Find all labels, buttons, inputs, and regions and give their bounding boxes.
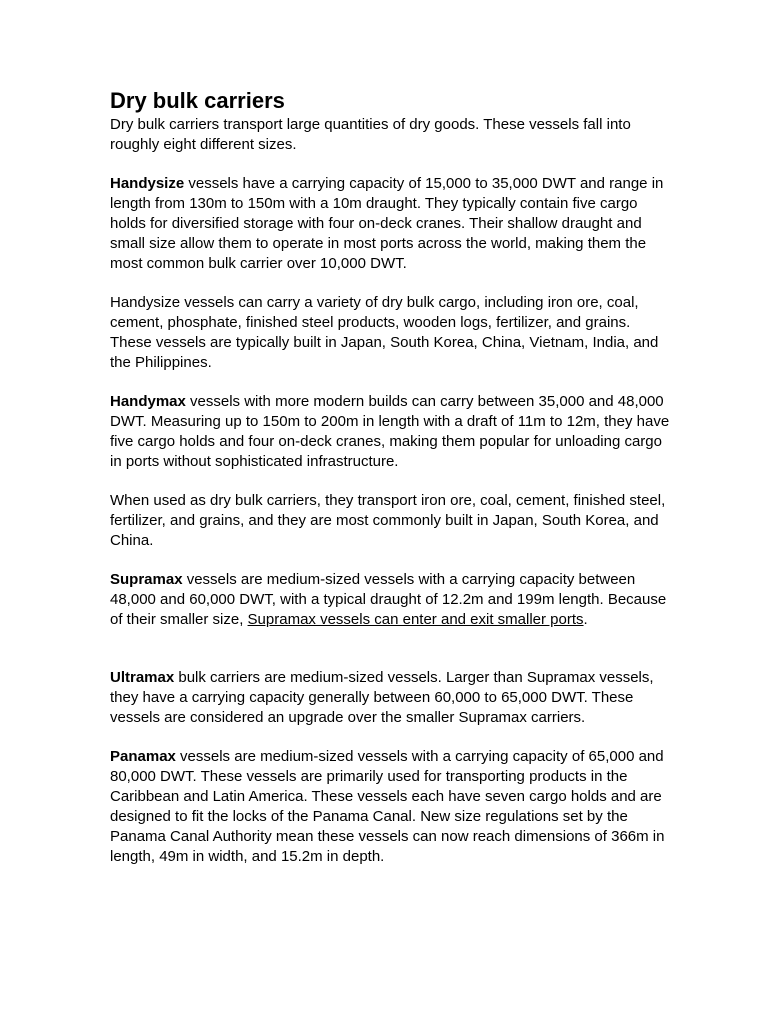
handymax-text: vessels with more modern builds can carry between 35,000 and 48,000 DWT. Measuring up to 150m to 200m in length with a draft of 11m to 12m, they have five cargo holds and four on-deck cranes, making them popular for unloading cargo in ports without sophisticated infrastructure.	[110, 393, 670, 470]
ultramax-term: Ultramax	[110, 669, 175, 686]
panamax-paragraph	[110, 747, 670, 867]
panamax-text: vessels are medium-sized vessels with a carrying capacity of 65,000 and 80,000 DWT. These vessels are primarily used for transporting products in the Caribbean and Latin America. These vessels each have seven cargo holds and are designed to fit the locks of the Panama Canal. New size regulations set by the Panama Canal Authority mean these vessels can now reach dimensions of 366m in length, 49m in width, and 15.2m in depth.	[110, 748, 665, 865]
supramax-term: Supramax	[110, 571, 183, 588]
supramax-end: .	[583, 611, 588, 628]
ultramax-paragraph	[110, 668, 670, 728]
panamax-term: Panamax	[110, 748, 176, 765]
handysize-cargo-paragraph: Handysize vessels can carry a variety of dry bulk cargo, including iron ore, coal, cement, phosphate, finished steel products, wooden logs, fertilizer, and grains. These vessels are typically built in Japan, South Korea, China, Vietnam, India, and the Philippines.	[110, 294, 659, 371]
page-title: Dry bulk carriers	[110, 88, 285, 113]
supramax-text: vessels are medium-sized vessels with a carrying capacity between 48,000 and 60,000 DWT, with a typical draught of 12.2m and 199m length. Because of their smaller size,	[110, 571, 667, 628]
handysize-text: vessels have a carrying capacity of 15,000 to 35,000 DWT and range in length from 130m to 150m with a 10m draught. They typically contain five cargo holds for diversified storage with four on-deck cranes. Their shallow draught and small size allow them to operate in most ports across the world, making them the most common bulk carrier over 10,000 DWT.	[110, 175, 664, 272]
handymax-term: Handymax	[110, 393, 186, 410]
intro-paragraph: Dry bulk carriers transport large quantities of dry goods. These vessels fall into roughly eight different sizes.	[110, 116, 631, 153]
handymax-paragraph	[110, 392, 670, 472]
handysize-paragraph	[110, 174, 670, 274]
document-page	[110, 87, 670, 886]
handymax-cargo-paragraph: When used as dry bulk carriers, they transport iron ore, coal, cement, finished steel, fertilizer, and grains, and they are most commonly built in Japan, South Korea, and China.	[110, 492, 666, 549]
ultramax-text: bulk carriers are medium-sized vessels. Larger than Supramax vessels, they have a carrying capacity generally between 60,000 to 65,000 DWT. These vessels are considered an upgrade over the smaller Supramax carriers.	[110, 669, 654, 726]
supramax-ports-link[interactable]: Supramax vessels can enter and exit smaller ports	[247, 611, 584, 628]
handysize-term: Handysize	[110, 175, 185, 192]
supramax-paragraph	[110, 570, 670, 630]
